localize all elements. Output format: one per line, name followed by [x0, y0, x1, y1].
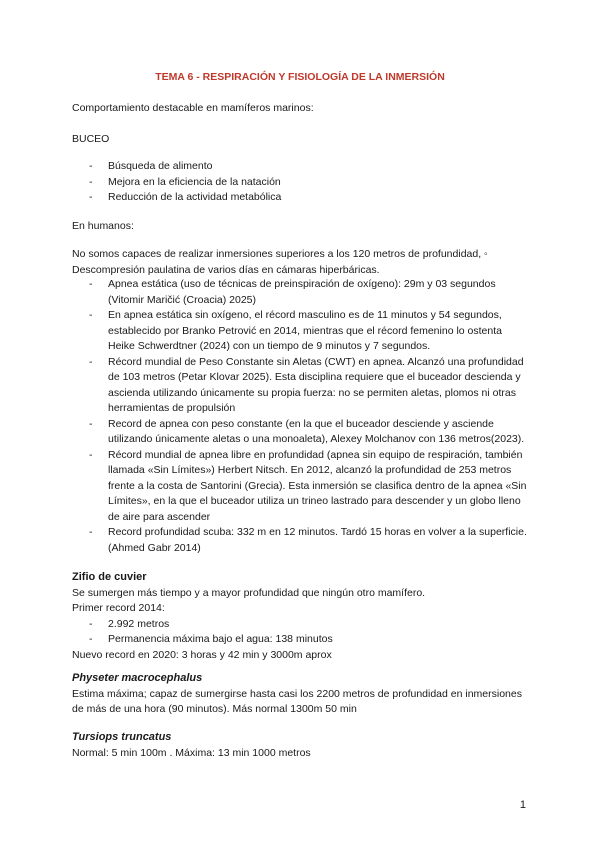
physeter-text: Estima máxima; capaz de sumergirse hasta casi los 2200 metros de profundidad en inmersiones de más de una hora (90 minutos). Más normal 1300m 50 min: [72, 687, 522, 715]
list-item: - Reducción de la actividad metabólica: [72, 190, 532, 206]
page-number: 1: [519, 799, 526, 811]
buceo-list: [72, 159, 532, 206]
page-title: TEMA 6 - RESPIRACIÓN Y FISIOLOGÍA DE LA INMERSIÓN: [155, 71, 445, 83]
list-item: - Récord mundial de apnea libre en profundidad (apnea sin equipo de respiración, también llamada «Sin Límites») Herbert Nitsch. En 2012, alcanzó la profundidad de 253 metros frente a la costa de Santorini (Grecia). Esta inmersión se clasifica dentro de la apnea «Sin Límites», en la que el buceador utiliza un trineo lastrado para descender y un globo lleno de aire para ascender: [72, 448, 528, 526]
list-item: - Apnea estática (uso de técnicas de preinspiración de oxígeno): 29m y 03 segundos (Vitomir Maričić (Croacia) 2025): [72, 277, 528, 308]
zifio-list: [72, 617, 532, 648]
list-item: - Récord mundial de Peso Constante sin Aletas (CWT) en apnea. Alcanzó una profundidad de 103 metros (Petar Klovar 2025). Esta disciplina requiere que el buceador descienda y ascienda utilizando únicamente su propia fuerza: no se permiten aletas, plomos ni otras herramientas de propulsión: [72, 355, 528, 417]
buceo-heading: BUCEO: [72, 133, 110, 145]
physeter-section: [72, 671, 532, 718]
humanos-list: [72, 277, 528, 556]
list-item: - Permanencia máxima bajo el agua: 138 minutos: [72, 632, 532, 648]
intro-text: Comportamiento destacable en mamíferos marinos:: [72, 102, 314, 114]
zifio-line: Primer record 2014:: [72, 602, 165, 614]
physeter-heading: Physeter macrocephalus: [72, 672, 203, 684]
list-item: - Record profundidad scuba: 332 m en 12 minutos. Tardó 15 horas en volver a la superficie. (Ahmed Gabr 2014): [72, 525, 528, 556]
tursiops-heading: Tursiops truncatus: [72, 731, 172, 743]
zifio-line: Se sumergen más tiempo y a mayor profundidad que ningún otro mamífero.: [72, 586, 426, 599]
tursiops-section: [72, 730, 532, 761]
list-item: - Mejora en la eficiencia de la natación: [72, 175, 532, 191]
list-item: - Búsqueda de alimento: [72, 159, 532, 175]
humanos-paragraph: No somos capaces de realizar inmersiones superiores a los 120 metros de profundidad, ◦ Descompresión paulatina de varios días en cámaras hiperbáricas.: [72, 248, 488, 276]
zifio-heading: Zifio de cuvier: [72, 571, 147, 583]
tursiops-text: Normal: 5 min 100m . Máxima: 13 min 1000 metros: [72, 746, 311, 759]
humanos-heading: En humanos:: [72, 220, 134, 232]
list-item: - Record de apnea con peso constante (en la que el buceador desciende y asciende utilizando únicamente aletas o una monoaleta), Alexey Molchanov con 136 metros(2023).: [72, 417, 528, 448]
zifio-section: [72, 570, 532, 663]
zifio-line: Nuevo record en 2020: 3 horas y 42 min y 3000m aprox: [72, 648, 332, 661]
list-item: - 2.992 metros: [72, 617, 532, 633]
list-item: - En apnea estática sin oxígeno, el récord masculino es de 11 minutos y 54 segundos, establecido por Branko Petrović en 2014, mientras que el récord femenino lo ostenta Heike Schwerdtner (2024) con un tiempo de 9 minutos y 7 segundos.: [72, 308, 528, 355]
